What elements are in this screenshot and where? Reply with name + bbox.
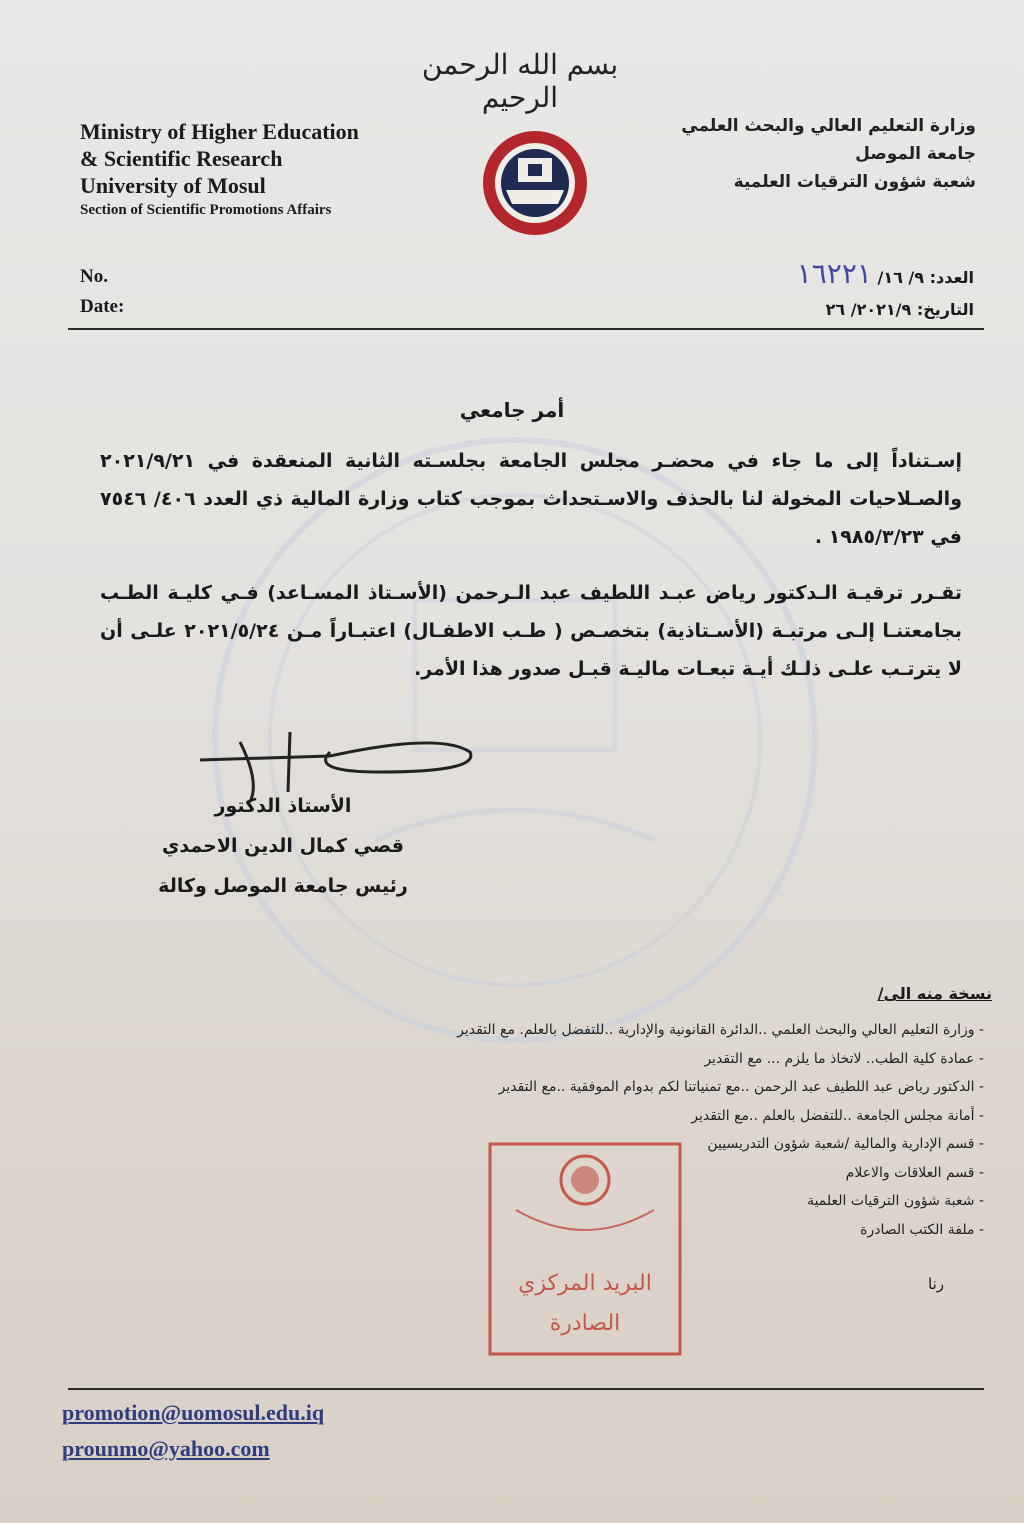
arabic-letterhead — [636, 112, 976, 196]
section-name-ar: شعبة شؤون الترقيات العلمية — [733, 172, 976, 192]
number-row-ar — [554, 258, 974, 294]
copies-title: نسخة منه الى/ — [877, 984, 992, 1003]
signatory-block — [118, 786, 448, 906]
list-item: - قسم العلاقات والاعلام — [264, 1159, 984, 1188]
date-row-ar — [554, 294, 974, 326]
bismillah-header: بسم الله الرحمن الرحيم — [421, 48, 619, 114]
paragraph-basis: إسـتناداً إلى ما جاء في محضـر مجلس الجامعة بجلسـته الثانية المنعقدة في ٢٠٢١/٩/٢١ والصـلاحيات المخولة لنا بالحذف والاسـتحداث بموجب كتاب وزارة المالية ذي العدد ٤٠٦/ ٧٥٤٦ في ١٩٨٥/٣/٢٣ . — [100, 450, 963, 548]
university-name-ar: جامعة الموصل — [855, 144, 976, 164]
list-item: - قسم الإدارية والمالية /شعبة شؤون التدريسيين — [264, 1130, 984, 1159]
list-item: - الدكتور رياض عبد اللطيف عبد الرحمن ..مع تمنياتنا لكم بدوام الموفقية ..مع التقدير — [264, 1073, 984, 1102]
central-mail-stamp-icon — [486, 1140, 684, 1358]
date-value-ar: ٢٠٢١/٩/ ٢٦ — [825, 300, 912, 319]
number-value-ar: ٩/ ١٦/ — [877, 268, 925, 287]
footer-divider — [68, 1388, 984, 1390]
paragraph-decision: تقـرر ترقيـة الـدكتور رياض عبـد اللطيف عبد الـرحمن (الأسـتاذ المسـاعد) فـي كليـة الطـب بجامعتنـا إلـى مرتبـة (الأسـتاذية) بتخصـص ( طـب الاطفـال) اعتبـاراً مـن ٢٠٢١/٥/٢٤ علـى أن لا يترتـب علـى ذلـك أيـة تبعـات ماليـة قبـل صدور هذا الأمر. — [100, 582, 962, 680]
university-name-en: University of Mosul — [80, 173, 266, 198]
header-divider — [68, 328, 984, 330]
svg-text:الصادرة: الصادرة — [549, 1311, 621, 1336]
english-letterhead — [80, 118, 359, 221]
handwritten-number: ١٦٢٢١ — [796, 257, 872, 290]
email-link-yahoo[interactable]: prounmo@yahoo.com — [62, 1436, 270, 1461]
svg-text:البريد المركزي: البريد المركزي — [518, 1271, 652, 1296]
typist-initials: رنا — [928, 1275, 944, 1293]
signatory-name: قصي كمال الدين الاحمدي — [162, 835, 404, 857]
section-name-en: Section of Scientific Promotions Affairs — [80, 202, 332, 218]
ministry-name-ar: وزارة التعليم العالي والبحث العلمي — [681, 116, 976, 136]
list-item: - وزارة التعليم العالي والبحث العلمي ..الدائرة القانونية والإدارية ..للتفضل بالعلم. مع التقدير — [264, 1016, 984, 1045]
number-label-en: No. — [80, 266, 108, 287]
signatory-position: رئيس جامعة الموصل وكالة — [158, 875, 408, 897]
list-item: - عمادة كلية الطب.. لاتخاذ ما يلزم ... مع التقدير — [264, 1045, 984, 1074]
email-link-promotion[interactable]: promotion@uomosul.edu.iq — [62, 1400, 325, 1425]
ministry-subtitle-en: & Scientific Research — [80, 146, 283, 171]
university-seal-icon — [480, 128, 590, 238]
list-item: - أمانة مجلس الجامعة ..للتفضل بالعلم ..مع التقدير — [264, 1102, 984, 1131]
signatory-title: الأستاذ الدكتور — [214, 795, 352, 817]
document-title: أمر جامعي — [459, 398, 565, 422]
date-label-en: Date: — [80, 296, 125, 317]
reference-labels-ar — [554, 258, 974, 326]
date-label-ar: التاريخ: — [916, 300, 974, 319]
number-label-ar: العدد: — [929, 268, 974, 287]
ministry-name-en: Ministry of Higher Education — [80, 119, 359, 144]
list-item: - ملفة الكتب الصادرة — [264, 1216, 984, 1245]
list-item: - شعبة شؤون الترقيات العلمية — [264, 1187, 984, 1216]
reference-labels-en — [80, 262, 124, 322]
